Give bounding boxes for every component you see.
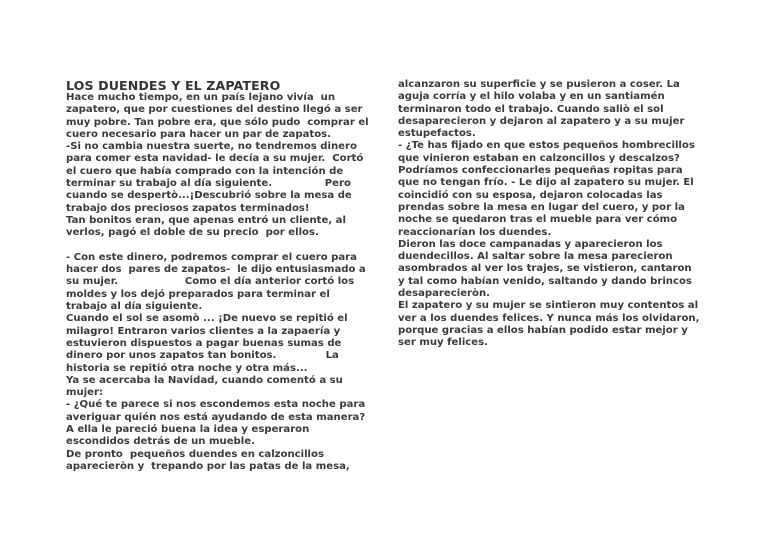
text-line: historia se repitió otra noche y otra más... — [66, 362, 308, 374]
text-line: -Si no cambia nuestra suerte, no tendremos dinero — [66, 141, 357, 153]
text-line: terminaron todo el trabajo. Cuando saliò el sol — [398, 103, 664, 115]
text-line: ser muy felices. — [398, 337, 488, 349]
text-line: dinero por unos zapatos tan bonitos. La — [66, 350, 339, 362]
text-line: aguja corría y el hilo volaba y en un santiamén — [398, 91, 665, 103]
text-line: el cuero que había comprado con la intención de — [66, 165, 344, 177]
text-line: que no tengan frío. - Le dijo al zapatero su mujer. El — [398, 177, 694, 189]
text-line: coincidió con su esposa, dejaron colocadas las — [398, 189, 663, 201]
text-line: y tal como habían venido, saltando y dando brincos — [398, 275, 692, 287]
story-title: LOS DUENDES Y EL ZAPATERO — [66, 78, 281, 93]
text-line: trabajo dos preciosos zapatos terminados! — [66, 202, 310, 214]
text-line: Hace mucho tiempo, en un país lejano vivía un — [66, 92, 336, 103]
text-line: que vinieron estaban en calzoncillos y descalzos? — [398, 152, 680, 164]
text-line: De pronto pequeños duendes en calzoncillos — [66, 448, 324, 460]
text-line: hacer dos pares de zapatos- le dijo entusiasmado a — [66, 264, 366, 276]
text-line: su mujer. Como el día anterior cortó los — [66, 276, 355, 288]
text-line: cuero necesario para hacer un par de zapatos. — [66, 128, 331, 140]
text-line: mujer: — [66, 387, 104, 399]
left-column-text — [66, 92, 368, 473]
right-column — [398, 79, 704, 350]
text-line: escondidos detrás de un mueble. — [66, 436, 255, 448]
text-line: estuvieron dispuestos a pagar buenas sumas de — [66, 337, 342, 349]
text-line: moldes y los dejó preparados para terminar el — [66, 288, 330, 300]
text-line: estupefactos. — [398, 128, 476, 140]
text-line: trabajo al día siguiente. — [66, 301, 203, 313]
text-line: desaparecieròn. — [398, 288, 490, 300]
text-line: para comer esta navidad- le decía a su mujer. Cortó — [66, 153, 364, 165]
text-line: desaparecieron y dejaron al zapatero y a su mujer — [398, 115, 685, 127]
text-line: Tan bonitos eran, que apenas entró un cliente, al — [66, 214, 346, 226]
text-line: porque gracias a ellos habían podido estar mejor y — [398, 324, 688, 336]
text-line — [66, 240, 368, 252]
text-line: - ¿Te has fijado en que estos pequeños hombrecillos — [398, 140, 695, 152]
text-line: alcanzaron su superficie y se pusieron a coser. La — [398, 79, 680, 90]
text-line: aparecieròn y trepando por las patas de la mesa, — [66, 460, 350, 472]
text-line: - ¿Qué te parece si nos escondemos esta noche para — [66, 399, 366, 411]
right-column-text — [398, 79, 704, 350]
text-line: milagro! Entraron varios clientes a la zapaería y — [66, 325, 341, 337]
text-line: averiguar quién nos está ayudando de esta manera? — [66, 411, 366, 423]
text-line: duendecillos. Al saltar sobre la mesa parecieron — [398, 251, 673, 263]
text-line: cuando se despertò...¡Descubrió sobre la mesa de — [66, 190, 352, 202]
text-line: terminar su trabajo al día siguiente. Pero — [66, 178, 351, 190]
text-line: verlos, pagó el doble de su precio por ellos. — [66, 227, 319, 239]
text-line: zapatero, que por cuestiones del destino llegó a ser — [66, 104, 363, 116]
text-line: Dieron las doce campanadas y aparecieron los — [398, 238, 663, 250]
text-line: reaccionarían los duendes. — [398, 226, 552, 238]
text-line: Ya se acercaba la Navidad, cuando comentó a su — [66, 374, 343, 386]
text-line: - Con este dinero, podremos comprar el cuero para — [66, 251, 357, 263]
text-line: Cuando el sol se asomò ... ¡De nuevo se repitió el — [66, 313, 348, 325]
text-line: asombrados al ver los trajes, se vistieron, cantaron — [398, 263, 692, 275]
text-line: El zapatero y su mujer se sintieron muy contentos al — [398, 300, 699, 312]
text-line: A ella le pareció buena la idea y esperaron — [66, 424, 310, 436]
text-line: muy pobre. Tan pobre era, que sólo pudo comprar el — [66, 116, 369, 128]
text-line: noche se quedaron tras el mueble para ver cómo — [398, 214, 678, 226]
text-line: ver a los duendes felices. Y nunca más los olvidaron, — [398, 312, 700, 324]
text-line: prendas sobre la mesa en lugar del cuero, y por la — [398, 201, 685, 213]
left-column — [66, 79, 368, 473]
text-line: Podríamos confeccionarles pequeñas ropitas para — [398, 165, 683, 177]
